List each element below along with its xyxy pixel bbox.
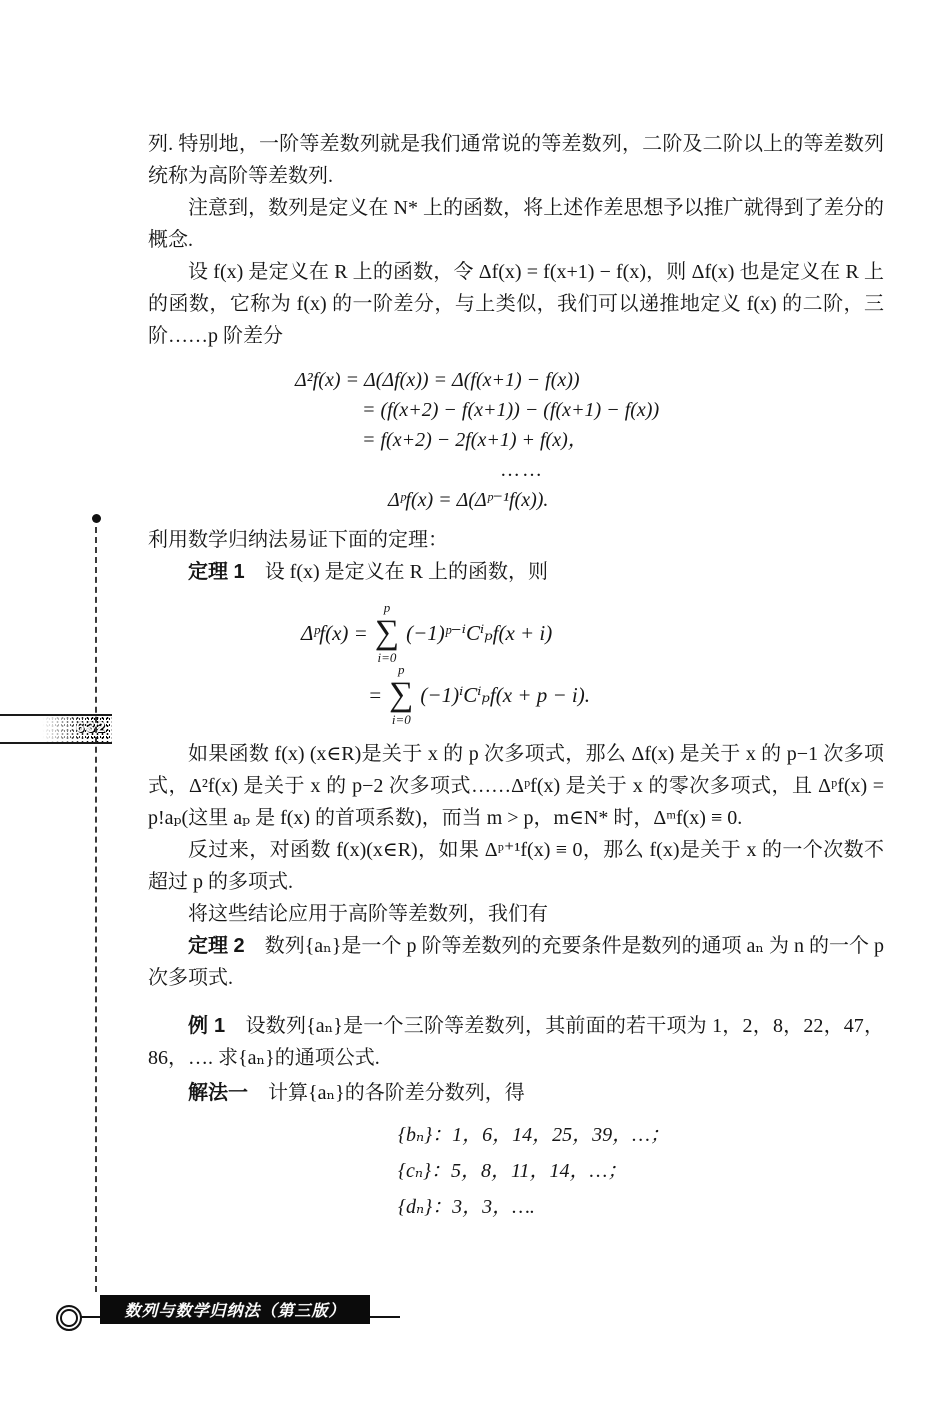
example1-text: 设数列{aₙ}是一个三阶等差数列，其前面的若干项为 1，2，8，22，47，86，…. 求{aₙ}的通项公式. (148, 1015, 884, 1069)
margin-dashed-line (95, 527, 97, 1292)
theorem2-label: 定理 2 (188, 935, 245, 957)
theorem2-statement (148, 930, 884, 994)
sequence-b: {bₙ}：1，6，14，25，39，…； (398, 1124, 670, 1146)
difference-sequences-block (148, 1117, 884, 1225)
sigma-operator (389, 662, 413, 727)
paragraph-converse: 反过来，对函数 f(x)(x∈R)，如果 Δᵖ⁺¹f(x) ≡ 0，那么 f(x)是关于 x 的一个次数不超过 p 的多项式. (148, 839, 884, 893)
sum-upper-limit: p (398, 662, 405, 678)
sigma-icon: ∑ (389, 676, 414, 713)
page-number-badge (0, 714, 112, 744)
example1-label: 例 1 (188, 1015, 226, 1037)
formula-lhs: Δᵖf(x) = (301, 621, 368, 645)
formula-line: = (f(x+2) − f(x+1)) − (f(x+1) − f(x)) (362, 399, 660, 421)
solution1-statement (148, 1077, 884, 1109)
formula-line: = f(x+2) − 2f(x+1) + f(x)， (362, 429, 588, 451)
summation-formula (148, 602, 884, 664)
sum-lower-limit: i=0 (391, 712, 411, 727)
paragraph-definition: 设 f(x) 是定义在 R 上的函数，令 Δf(x) = f(x+1) − f(x)，则 Δf(x) 也是定义在 R 上的函数，它称为 f(x) 的一阶差分，与上类似，我们可以递推地定义 f(x) 的二阶，三阶……p 阶差分 (148, 261, 884, 347)
formula-lhs: = (368, 683, 383, 707)
sum-lower-limit: i=0 (377, 650, 397, 665)
theorem1-statement (148, 556, 884, 588)
paragraph-polynomial-property: 如果函数 f(x) (x∈R)是关于 x 的 p 次多项式，那么 Δf(x) 是关于 x 的 p−1 次多项式，Δ²f(x) 是关于 x 的 p−2 次多项式……Δᵖf(x) 是关于 x 的零次多项式，且 Δᵖf(x) = p!aₚ(这里 aₚ 是 f(x) 的首项系数)，而当 m > p，m∈N* 时，Δᵐf(x) ≡ 0. (148, 743, 884, 829)
difference-derivation-block (148, 365, 884, 515)
formula-body: (−1)ⁱCⁱₚf(x + p − i). (420, 683, 591, 707)
paragraph-lead-theorem: 利用数学归纳法易证下面的定理： (148, 529, 448, 551)
paragraph-apply: 将这些结论应用于高阶等差数列，我们有 (188, 903, 548, 925)
page-number: 632 (75, 719, 107, 736)
formula-line: Δ²f(x) = Δ(Δf(x)) = Δ(f(x+1) − f(x)) (295, 369, 580, 391)
margin-line-dot (92, 514, 101, 523)
formula-ellipsis: …… (500, 459, 544, 481)
paragraph-note: 注意到，数列是定义在 N* 上的函数，将上述作差思想予以推广就得到了差分的概念. (148, 197, 884, 251)
theorem1-label: 定理 1 (188, 561, 245, 583)
theorem2-text: 数列{aₙ}是一个 p 阶等差数列的充要条件是数列的通项 aₙ 为 n 的一个 p 次多项式. (148, 935, 885, 989)
example1-statement (148, 1010, 884, 1074)
main-text-column (148, 128, 884, 1225)
sum-upper-limit: p (383, 600, 391, 616)
summation-formula (148, 664, 884, 726)
sigma-operator (375, 600, 399, 665)
paragraph-continuation: 列. 特别地，一阶等差数列就是我们通常说的等差数列，二阶及二阶以上的等差数列统称为高阶等差数列. (148, 133, 884, 187)
book-title: 数列与数学归纳法（第三版） (124, 1303, 346, 1320)
sequence-d: {dₙ}：3，3，…. (398, 1196, 535, 1218)
footer-ring-icon (56, 1305, 82, 1331)
book-title-banner (100, 1295, 370, 1324)
solution1-text: 计算{aₙ}的各阶差分数列，得 (268, 1082, 525, 1104)
sequence-c: {cₙ}：5，8，11，14，…； (398, 1160, 628, 1182)
formula-body: (−1)ᵖ⁻ⁱCⁱₚf(x + i) (406, 621, 553, 645)
formula-line: Δᵖf(x) = Δ(Δᵖ⁻¹f(x)). (388, 489, 549, 511)
sigma-icon: ∑ (374, 614, 400, 651)
solution1-label: 解法一 (188, 1082, 248, 1104)
theorem1-formula-block (148, 602, 884, 726)
theorem1-text: 设 f(x) 是定义在 R 上的函数，则 (264, 561, 549, 583)
